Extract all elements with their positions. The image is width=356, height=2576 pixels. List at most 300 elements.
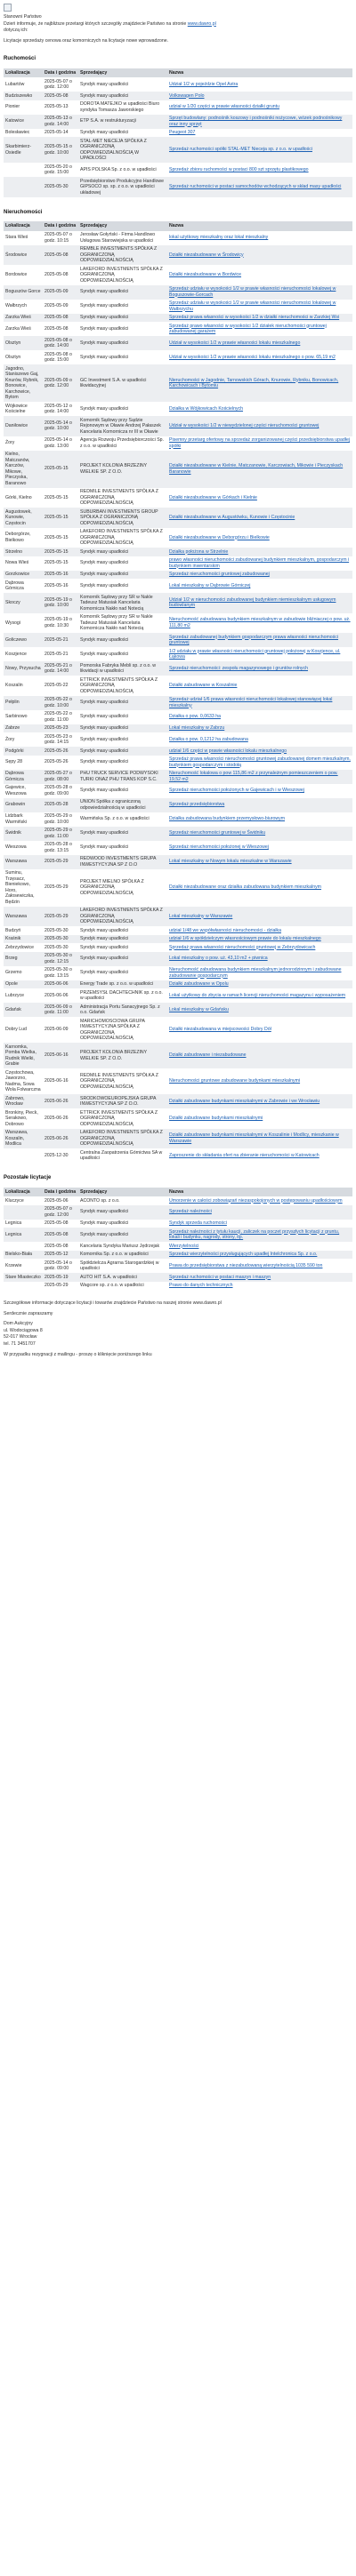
seller-cell: Syndyk masy upadłości bbox=[78, 732, 167, 747]
seller-cell: Syndyk masy upadłości bbox=[78, 724, 167, 733]
table-row bbox=[4, 300, 352, 314]
seller-cell: Syndyk masy upadłości bbox=[78, 647, 167, 661]
date-cell: 2025-05-21 bbox=[43, 647, 78, 661]
date-cell: 2025-06-09 bbox=[43, 1017, 78, 1043]
auction-link[interactable]: Sprzedaż nieruchomości gruntowej zabudowanej bbox=[167, 571, 352, 580]
date-cell: 2025-05-29 o godz. 11:00 bbox=[43, 827, 78, 841]
auction-link[interactable]: Działki niezabudowane w Górkach i Kielnie bbox=[167, 488, 352, 508]
auction-link[interactable]: udział 1/48 we współwłasności nieruchomości - działka bbox=[167, 926, 352, 935]
footer bbox=[4, 1300, 352, 1358]
location-cell bbox=[4, 177, 43, 197]
date-cell: 2025-06-16 bbox=[43, 1043, 78, 1068]
auction-link[interactable]: Działka położona w Strzelnie bbox=[167, 548, 352, 556]
seller-cell: STAL-MET NIECEJA SPÓŁKA Z OGRANICZONĄ ODPOWIEDZIALNOŚCIĄ W UPADŁOŚCI bbox=[78, 137, 167, 163]
date-cell: 2025-05-20 o godz. 15:00 bbox=[43, 163, 78, 177]
table-row bbox=[4, 528, 352, 548]
seller-cell: Syndyk masy upadłości bbox=[78, 1205, 167, 1220]
table-row bbox=[4, 593, 352, 613]
date-cell: 2025-06-06 bbox=[43, 988, 78, 1003]
address-line: tel. 71 3451707 bbox=[4, 1340, 36, 1347]
table-row bbox=[4, 633, 352, 647]
location-cell: Podgórki bbox=[4, 747, 43, 756]
address-line: Dom Aukcyjny bbox=[4, 1321, 33, 1326]
table-row bbox=[4, 1220, 352, 1228]
seller-cell: ACONTO sp. z o.o. bbox=[78, 1196, 167, 1205]
table-row bbox=[4, 1108, 352, 1129]
auction-link[interactable]: Prawo do danych technicznych bbox=[167, 1282, 352, 1291]
date-cell: 2025-05-14 bbox=[43, 129, 78, 138]
auction-link[interactable]: Lokal mieszkalny w Nowym lokalu mieszkalne w Warszawie bbox=[167, 855, 352, 869]
auction-link[interactable]: Nieruchomości gruntowe zabudowane budynkami mieszkalnymi bbox=[167, 1068, 352, 1094]
auction-link[interactable]: Sprzedaż należności bbox=[167, 1205, 352, 1220]
table-row bbox=[4, 747, 352, 756]
table-row bbox=[4, 676, 352, 696]
location-cell: Goliczewo bbox=[4, 633, 43, 647]
date-cell: 2025-05-29 bbox=[43, 907, 78, 927]
table-row bbox=[4, 265, 352, 285]
location-cell: Wałbrzych bbox=[4, 300, 43, 314]
auction-link[interactable]: Udział 1/2 w nieruchomości zabudowanej budynkiem niemieszkalnym usługowym budowlanym bbox=[167, 593, 352, 613]
table-row bbox=[4, 1043, 352, 1068]
column-header: Lokalizacja bbox=[4, 68, 43, 78]
location-cell: Pełplin bbox=[4, 696, 43, 710]
auction-link[interactable]: Sprzedaż nieruchomości położonych w Gajewicach i w Wieszowej bbox=[167, 784, 352, 798]
auction-link[interactable]: Sprzedaż udział 1/6 prawa własności nieruchomości lokalowej stanowiącej lokal mieszkalny bbox=[167, 696, 352, 710]
auction-link[interactable]: Lokal mieszkalny w Gdańsku bbox=[167, 1003, 352, 1017]
seller-cell: Syndyk masy upadłości bbox=[78, 556, 167, 571]
auction-link[interactable]: prawo własności nieruchomości zabudowanej budynkiem mieszkalnym, gospodarczym i budynkiem inwentarskim bbox=[167, 556, 352, 571]
auction-link[interactable]: lokal użytkowy mieszkalny oraz lokal mieszkalny bbox=[167, 231, 352, 245]
table-row bbox=[4, 696, 352, 710]
auction-link[interactable]: Działka w Wójkowicach Kościelnych bbox=[167, 402, 352, 416]
date-cell: 2025-05-19 o godz. 10:00 bbox=[43, 593, 78, 613]
table-row bbox=[4, 364, 352, 402]
date-cell: 2025-05-28 o godz. 13:15 bbox=[43, 841, 78, 855]
auction-link[interactable]: Działka o pow. 0,0633 ha bbox=[167, 710, 352, 724]
table-row bbox=[4, 1148, 352, 1163]
auction-link[interactable]: Sprzedaż ruchomości w postaci maszyn i maszyn bbox=[167, 1273, 352, 1282]
seller-cell: PROJEKT KOLONIA BRZEZINY WIELKIE SP. Z O.O. bbox=[78, 1043, 167, 1068]
table-row bbox=[4, 571, 352, 580]
location-cell: Stara Wieś bbox=[4, 231, 43, 245]
location-cell: Środowice bbox=[4, 245, 43, 266]
column-header: Nazwa bbox=[167, 68, 352, 78]
auction-link[interactable]: Działki zabudowane budynkami mieszkalnymi bbox=[167, 1108, 352, 1129]
auction-link[interactable]: udział 1/6 części w prawie własności lokalu mieszkalnego bbox=[167, 747, 352, 756]
table-row bbox=[4, 436, 352, 451]
table-row bbox=[4, 980, 352, 989]
auction-link[interactable]: Umorzenie w całości zobowiązań niezaspokojonych w postępowaniu upadłościowym bbox=[167, 1196, 352, 1205]
table-row bbox=[4, 245, 352, 266]
seller-cell: ETTRICK INVESTMENTS SPÓŁKA Z OGRANICZONĄ ODPOWIEDZIALNOŚCIĄ bbox=[78, 676, 167, 696]
auction-link[interactable]: Volkswagen Polo bbox=[167, 92, 352, 100]
seller-cell: LAKEFORD INVESTMENTS SPÓŁKA Z OGRANICZONĄ ODPOWIEDZIALNOŚCIĄ bbox=[78, 907, 167, 927]
location-cell: Warszawa bbox=[4, 907, 43, 927]
table-row bbox=[4, 1282, 352, 1291]
auction-table bbox=[4, 1188, 352, 1291]
seller-cell: Syndyk masy upadłości bbox=[78, 322, 167, 336]
location-cell: Zebrzydowice bbox=[4, 943, 43, 952]
seller-cell: Komornik Sądowy przy Sądzie Rejonowym w Oławie Andrzej Pałaszek Kancelaria Komornicza nr III w Oławie bbox=[78, 416, 167, 436]
table-row bbox=[4, 451, 352, 488]
seller-cell: Syndyk masy upadłości bbox=[78, 314, 167, 323]
unsubscribe-text: W przypadku rezygnacji z mailingu - proszę o kliknięcie poniższego linku bbox=[4, 1352, 152, 1357]
column-header: Nazwa bbox=[167, 1188, 352, 1197]
date-cell: 2025-05-30 bbox=[43, 177, 78, 197]
date-cell: 2025-05-14 o godz. 13:00 bbox=[43, 436, 78, 451]
auction-link[interactable]: Działki zabudowane i niezabudowane bbox=[167, 1043, 352, 1068]
table-row bbox=[4, 1273, 352, 1282]
auction-link[interactable]: Sprzedaż wierzytelności przysługujących upadłej Intelchronica Sp. z o.o. bbox=[167, 1251, 352, 1260]
seller-cell: Syndyk masy upadłości bbox=[78, 926, 167, 935]
date-cell: 2025-05-28 bbox=[43, 798, 78, 812]
seller-cell: Jerosław Gołyński - Firma Handlowo Usługowa Starowiejska w upadłości bbox=[78, 231, 167, 245]
auction-link[interactable]: Działki niezabudowane oraz działka zabudowana budynkiem mieszkalnym bbox=[167, 869, 352, 907]
table-row bbox=[4, 137, 352, 163]
location-cell: Bielsko-Biała bbox=[4, 1251, 43, 1260]
table-row bbox=[4, 416, 352, 436]
date-cell: 2025-05-12 bbox=[43, 1251, 78, 1260]
table-row bbox=[4, 841, 352, 855]
auction-link[interactable]: Działki niezabudowane w Bordwice bbox=[167, 265, 352, 285]
seller-cell: Syndyk masy upadłości bbox=[78, 827, 167, 841]
table-row bbox=[4, 1129, 352, 1149]
date-cell: 2025-05-08 bbox=[43, 322, 78, 336]
column-header: Sprzedający bbox=[78, 1188, 167, 1197]
auction-link[interactable]: Wierzytelności bbox=[167, 1242, 352, 1251]
logo-icon bbox=[4, 4, 12, 12]
location-cell: Sępy 28 bbox=[4, 756, 43, 770]
auction-link[interactable]: Sprzedaż przedsiębiorstwa bbox=[167, 798, 352, 812]
address-line: 52-017 Wrocław bbox=[4, 1334, 37, 1340]
auction-link[interactable]: Sprzedaż nieruchomości gruntowej w Świdniku bbox=[167, 827, 352, 841]
column-header: Data i godzina bbox=[43, 1188, 78, 1197]
auction-link[interactable]: Lokal użytkowy do zbycia w ramach licencji nieruchomości magazynu i wyposażeniem bbox=[167, 988, 352, 1003]
auction-link[interactable]: Działki zabudowane budynkami mieszkalnymi w Zabrowie i we Wrocławiu bbox=[167, 1094, 352, 1108]
location-cell bbox=[4, 163, 43, 177]
location-cell: Grabowin bbox=[4, 798, 43, 812]
seller-cell: LAKEFORD INVESTMENTS SPÓŁKA Z OGRANICZONĄ ODPOWIEDZIALNOŚCIĄ bbox=[78, 1129, 167, 1149]
auction-link[interactable]: Lokal mieszkalny w Zabrzu bbox=[167, 724, 352, 733]
auction-link[interactable]: Lokal mieszkalny o pow. uż. 43,10 m2 + piwnica bbox=[167, 952, 352, 966]
column-header: Nazwa bbox=[167, 221, 352, 231]
auction-link[interactable]: Działki niezabudowane w Środowicy bbox=[167, 245, 352, 266]
date-cell: 2025-05-08 bbox=[43, 245, 78, 266]
date-cell: 2025-06-26 bbox=[43, 1129, 78, 1149]
auction-link[interactable]: Sprzedaż prawa własności nieruchomości gruntowej zabudowanej domem mieszkalnym, budynkiem gospodarczym i stodołą bbox=[167, 756, 352, 770]
seller-cell: Energy Trade sp. z o.o. w upadłości bbox=[78, 980, 167, 989]
seller-cell: Pomorska Fabryka Mebli sp. z o.o. w likwidacji w upadłości bbox=[78, 661, 167, 676]
date-cell: 2025-05-12 o godz. 14:00 bbox=[43, 402, 78, 416]
auction-link[interactable]: Udział w wysokości 1/2 w prawie własności lokalu mieszkalnego o pow. 65,19 m2 bbox=[167, 350, 352, 364]
location-cell bbox=[4, 1282, 43, 1291]
date-cell: 2025-05-08 o godz. 15:00 bbox=[43, 350, 78, 364]
auction-link[interactable]: Działka zabudowana budynkiem przemysłowo-biurowym bbox=[167, 812, 352, 827]
seller-cell: Komornik Sądowy przy SR w Nakle Tadeusz Matusiak Kancelaria Komornicza Nakło nad Notecią bbox=[78, 613, 167, 634]
date-cell: 2025-05-29 bbox=[43, 855, 78, 869]
location-cell: Skarbimierz-Osiedle bbox=[4, 137, 43, 163]
auction-link[interactable]: Sprzedaż nieruchomości położonej w Wieszowej bbox=[167, 841, 352, 855]
date-cell: 2025-05-14 o godz. 10:00 bbox=[43, 416, 78, 436]
date-cell: 2025-05-26 bbox=[43, 756, 78, 770]
location-cell: Olsztyn bbox=[4, 350, 43, 364]
location-cell: Skoczy bbox=[4, 593, 43, 613]
footer-invite: Serdecznie zapraszamy bbox=[4, 1310, 53, 1316]
seller-cell: Centralna Zaopatrzenia Górnictwa SA w upadłości bbox=[78, 1148, 167, 1163]
table-header-row bbox=[4, 68, 352, 78]
intro-line bbox=[4, 21, 352, 28]
seller-cell: AUTO HIT S.A. w upadłości bbox=[78, 1273, 167, 1282]
seller-cell: UNION Spółka z ograniczoną odpowiedzialnością w upadłości bbox=[78, 798, 167, 812]
table-row bbox=[4, 350, 352, 364]
auction-link[interactable]: Sprzedaż prawa własności nieruchomości gruntowej w Zebrzydowicach bbox=[167, 943, 352, 952]
table-row bbox=[4, 784, 352, 798]
auction-link[interactable]: Zaproszenie do składania ofert na zbieranie nieruchomości w Katowicach bbox=[167, 1148, 352, 1163]
location-cell: Zarzka Wieś bbox=[4, 322, 43, 336]
auction-link[interactable]: 1/2 udziału w prawie własności nieruchomości gruntowej położonej w Koszjence, ul. Łąkowa bbox=[167, 647, 352, 661]
auction-link[interactable]: Peugeot 307 bbox=[167, 129, 352, 138]
table-row bbox=[4, 613, 352, 634]
seller-cell: Komornika Sp. z o.o. w upadłości bbox=[78, 1251, 167, 1260]
auction-link[interactable]: Sprzedaż zbioru ruchomości w postaci 800 szt sprzętu plastikowego bbox=[167, 163, 352, 177]
table-row bbox=[4, 77, 352, 92]
auction-link[interactable]: Nieruchomość zabudowana budynkiem mieszkalnym jednorodzinnym i zabudowane zabudowanie gospodarczym bbox=[167, 966, 352, 980]
location-cell: Strzelno bbox=[4, 548, 43, 556]
auction-link[interactable]: Lokal mieszkalny w Warszawie bbox=[167, 907, 352, 927]
auction-link[interactable]: Działki niezabudowane w Deborgórzu i Bielkowie bbox=[167, 528, 352, 548]
date-cell: 2025-06-09 o godz. 11:00 bbox=[43, 1003, 78, 1017]
location-cell: Kluczyce bbox=[4, 1196, 43, 1205]
seller-cell: REDWOOD INVESTMENTS GRUPA INWESTYCYJNA SP Z O.O bbox=[78, 855, 167, 869]
date-cell: 2025-05-15 bbox=[43, 488, 78, 508]
location-cell bbox=[4, 1148, 43, 1163]
footer-info: Szczegółowe informacje dotyczące licytacji i towarów znajdziecie Państwo na naszej stronie www.dawro.pl bbox=[4, 1300, 222, 1306]
table-row bbox=[4, 285, 352, 300]
location-cell: Daniłowice bbox=[4, 416, 43, 436]
seller-cell: Syndyk masy upadłości bbox=[78, 935, 167, 944]
location-cell: Sarbinowo bbox=[4, 710, 43, 724]
seller-cell: GC Investment S.A. w upadłości likwidacyjnej bbox=[78, 364, 167, 402]
auction-link[interactable]: Udział 1/2 w pojeździe Opel Astra bbox=[167, 77, 352, 92]
table-row bbox=[4, 661, 352, 676]
seller-cell: REDMILE INVESTMENTS SPÓŁKA Z OGRANICZONĄ ODPOWIEDZIALNOŚCIĄ bbox=[78, 1068, 167, 1094]
table-row bbox=[4, 1196, 352, 1205]
location-cell: Legnica bbox=[4, 1220, 43, 1228]
table-row bbox=[4, 92, 352, 100]
seller-cell: SUBURBAN INVESTMENTS GROUP SPÓŁKA Z OGRANICZONĄ ODPOWIEDZIALNOŚCIĄ bbox=[78, 508, 167, 528]
date-cell: 2025-05-09 o godz. 12:00 bbox=[43, 364, 78, 402]
seller-cell: Syndyk masy upadłości bbox=[78, 943, 167, 952]
date-cell: 2025-05-08 bbox=[43, 1228, 78, 1242]
date-cell: 2025-05-07 o godz. 10:15 bbox=[43, 231, 78, 245]
seller-cell: Syndyk masy upadłości bbox=[78, 756, 167, 770]
date-cell: 2025-05-16 bbox=[43, 579, 78, 593]
location-cell: Świdnik bbox=[4, 827, 43, 841]
location-cell: Legnica bbox=[4, 1228, 43, 1242]
location-cell: Kraśnik bbox=[4, 935, 43, 944]
seller-cell: Komornik Sądowy przy SR w Nakle Tadeusz Matusiak Kancelaria Komornicza Nakło nad Notecią bbox=[78, 593, 167, 613]
seller-cell: Syndyk masy upadłości bbox=[78, 1228, 167, 1242]
table-row bbox=[4, 966, 352, 980]
seller-cell: Syndyk masy upadłości bbox=[78, 784, 167, 798]
address-line: ul. Wodociągowa 8 bbox=[4, 1327, 43, 1333]
seller-cell: Agencja Rozwoju Przedsiębiorczości Sp. z o.o. w upadłości bbox=[78, 436, 167, 451]
seller-cell: Wagcore sp. z o.o. w upadłości bbox=[78, 1282, 167, 1291]
location-cell: Koszjence bbox=[4, 647, 43, 661]
location-cell: Pionier bbox=[4, 100, 43, 115]
auction-link[interactable]: Działki zabudowane w Koszalinie bbox=[167, 676, 352, 696]
location-cell: Stare Miasteczko bbox=[4, 1273, 43, 1282]
location-cell: Lidzbark Warmiński bbox=[4, 812, 43, 827]
location-cell: Wójkowice Kościelne bbox=[4, 402, 43, 416]
seller-cell: Syndyk masy upadłości bbox=[78, 579, 167, 593]
table-row bbox=[4, 952, 352, 966]
auction-link[interactable]: Działki niezabudowane w Kielnie, Matczanowie, Karczowiach, Mikowie i Pieczyskach Baranowie bbox=[167, 451, 352, 488]
auction-link[interactable]: Udział w wysokości 1/2 w niewydzielonej części nieruchomości gruntowej bbox=[167, 416, 352, 436]
date-cell: 2025-05-15 bbox=[43, 556, 78, 571]
date-cell: 2025-05-22 o godz. 10:00 bbox=[43, 696, 78, 710]
table-row bbox=[4, 314, 352, 323]
seller-cell: PRZEMSYSŁ DACHTECHNIK sp. z o.o. w upadłości bbox=[78, 988, 167, 1003]
date-cell: 2025-06-16 bbox=[43, 1068, 78, 1094]
location-cell: Gdańsk bbox=[4, 1003, 43, 1017]
date-cell: 2025-12-30 bbox=[43, 1148, 78, 1163]
seller-cell: Syndyk masy upadłości bbox=[78, 696, 167, 710]
date-cell: 2025-05-15 bbox=[43, 528, 78, 548]
location-cell: Deborgórze, Bielkowo bbox=[4, 528, 43, 548]
auction-link[interactable]: Sprzęt budowlany: podnośnik koszowy i podnośniki nożycowe, wózek podnośnikowy oraz inny sprzęt bbox=[167, 115, 352, 129]
date-cell: 2025-05-22 bbox=[43, 676, 78, 696]
location-cell: Opole bbox=[4, 980, 43, 989]
location-cell: Dobry Lud bbox=[4, 1017, 43, 1043]
seller-cell: Syndyk masy upadłości bbox=[78, 92, 167, 100]
seller-cell: Syndyk masy upadłości bbox=[78, 300, 167, 314]
location-cell: Warszawa, Koszalin, Modlica bbox=[4, 1129, 43, 1149]
auction-link[interactable]: Sprzedaż udziału w wysokości 1/2 w prawie własności nieruchomości lokalowej w Boguszowie-Gorcach bbox=[167, 285, 352, 300]
seller-cell: Syndyk masy upadłości bbox=[78, 633, 167, 647]
date-cell: 2025-05-08 bbox=[43, 314, 78, 323]
date-cell: 2025-05-27 o godz. 08:00 bbox=[43, 770, 78, 784]
table-row bbox=[4, 1094, 352, 1108]
table-row bbox=[4, 163, 352, 177]
auction-link[interactable]: Sprzedaż zabudowanej budynkiem gospodarczym prawa własności nieruchomości gruntowej bbox=[167, 633, 352, 647]
date-cell: 2025-05-07 o godz. 12:00 bbox=[43, 1205, 78, 1220]
auction-link[interactable]: udział w 1/20 części w prawie własności działki gruntu bbox=[167, 100, 352, 115]
date-cell: 2025-05-13 o godz. 14:00 bbox=[43, 115, 78, 129]
date-cell: 2025-05-29 bbox=[43, 1282, 78, 1291]
seller-cell: Syndyk masy upadłości bbox=[78, 710, 167, 724]
date-cell: 2025-05-09 bbox=[43, 285, 78, 300]
table-row bbox=[4, 100, 352, 115]
location-cell: Górki, Kielno bbox=[4, 488, 43, 508]
auction-link[interactable]: Nieruchomość lokalowa o pow 115,86 m2 z przynależnym pomieszczeniem o pow. 19,52 m2 bbox=[167, 770, 352, 784]
location-cell: Gajewice, Wieszowa bbox=[4, 784, 43, 798]
seller-cell: REMBLE INVESTMENTS SPÓŁKA Z OGRANICZONĄ ODPOWIEDZIALNOŚCIĄ bbox=[78, 245, 167, 266]
auction-link[interactable]: Sprzedaż udziału w wysokości 1/2 w prawie własności nieruchomości lokalowej w Wałbrzychu bbox=[167, 300, 352, 314]
location-cell: Zarzka Wieś bbox=[4, 314, 43, 323]
auction-link[interactable]: Udział w wysokości 1/2 w prawie własności lokalu mieszkalnego bbox=[167, 336, 352, 350]
location-cell: Żory bbox=[4, 732, 43, 747]
auction-link[interactable]: Działki niezabudowane w Augustówku, Kunowie i Częstocinie bbox=[167, 508, 352, 528]
table-header-row bbox=[4, 1188, 352, 1197]
greeting: Stanowni Państwo bbox=[4, 14, 42, 20]
auction-link[interactable]: Sprzedaż prawa własności w wysokości 1/2 w działki nieruchomości w Zarzkiej Wsi bbox=[167, 314, 352, 323]
auction-link[interactable]: udział 1/6 w spółdzielczym własnościowym prawie do lokalu mieszkalnego bbox=[167, 935, 352, 944]
table-row bbox=[4, 1003, 352, 1017]
location-cell: Lubartów bbox=[4, 77, 43, 92]
auction-link[interactable]: Sprzedaż ruchomości spółki STAL-MET Nieceja sp. z o.o. w upadłości bbox=[167, 137, 352, 163]
date-cell: 2025-05-26 bbox=[43, 747, 78, 756]
table-row bbox=[4, 129, 352, 138]
table-row bbox=[4, 177, 352, 197]
date-cell: 2025-05-19 o godz. 10:30 bbox=[43, 613, 78, 634]
auction-link[interactable]: Nieruchomości w Jagodnie, Tarnowskich Górach, Knurowie, Rybniku, Bonowicach, Karchowicach i Bytomiu bbox=[167, 364, 352, 402]
table-row bbox=[4, 1068, 352, 1094]
table-row bbox=[4, 855, 352, 869]
date-cell: 2025-05-30 bbox=[43, 935, 78, 944]
location-cell: Katowice bbox=[4, 115, 43, 129]
auction-link[interactable]: Działki zabudowane w Opolu bbox=[167, 980, 352, 989]
table-row bbox=[4, 770, 352, 784]
auction-link[interactable]: Syndyk sprzeda ruchomości bbox=[167, 1220, 352, 1228]
date-cell: 2025-05-30 o godz. 12:15 bbox=[43, 952, 78, 966]
date-cell: 2025-05-21 o godz. 14:00 bbox=[43, 661, 78, 676]
seller-cell: Przedsiębiorstwo Produkcyjno Handlowe GIPSOCO sp. sp. z o.o. w upadłości układowej bbox=[78, 177, 167, 197]
auction-link[interactable]: Prawa do przedsiębiorstwa z niezabudowaną wierzytelnością 1035 590 ton bbox=[167, 1259, 352, 1273]
date-cell: 2025-06-06 bbox=[43, 980, 78, 989]
table-row bbox=[4, 710, 352, 724]
location-cell: Dąbrowa Górnicza bbox=[4, 579, 43, 593]
address-block bbox=[4, 1321, 352, 1347]
column-header: Lokalizacja bbox=[4, 221, 43, 231]
table-row bbox=[4, 336, 352, 350]
location-cell: Budzyń bbox=[4, 926, 43, 935]
table-row bbox=[4, 488, 352, 508]
auction-link[interactable]: Działka o pow. 0,1212 ha zabudowana bbox=[167, 732, 352, 747]
location-cell: Suminu, Trzęsacz, Bieniekowo, Horo, Załosewiczka, Będzin bbox=[4, 869, 43, 907]
auction-link[interactable]: Sprzedaż prawo własności w wysokości 1/2 działek nieruchomości gruntowej zabudowanej garażem bbox=[167, 322, 352, 336]
seller-cell: ETTRICK INVESTMENTS SPÓŁKA Z OGRANICZONĄ ODPOWIEDZIALNOŚCIĄ bbox=[78, 1108, 167, 1129]
auction-link[interactable]: Nieruchomość zabudowana budynkiem mieszkalnym w zabudowie bliźniaczej o pow. uż. 111,80 m2 bbox=[167, 613, 352, 634]
seller-cell: Administracja Portu Sanacyjnego Sp. z o.o. Gdańsk bbox=[78, 1003, 167, 1017]
table-row bbox=[4, 647, 352, 661]
date-cell: 2025-05-06 bbox=[43, 1196, 78, 1205]
auction-link[interactable]: Sprzedaż ruchomości w postaci samochodów wchodzących w skład masy upadłości bbox=[167, 177, 352, 197]
seller-cell: Syndyk masy upadłości bbox=[78, 350, 167, 364]
table-row bbox=[4, 812, 352, 827]
date-cell: 2025-05-21 bbox=[43, 633, 78, 647]
location-cell: Bordowice bbox=[4, 265, 43, 285]
seller-cell: ETP S.A. w restrukturyzacji bbox=[78, 115, 167, 129]
auction-link[interactable]: Sprzedaż nieruchomości: zespołu magazynowego i gruntów rolnych bbox=[167, 661, 352, 676]
website-link[interactable]: www.dawro.pl bbox=[187, 20, 216, 27]
seller-cell: LAKEFORD INVESTMENTS SPÓŁKA Z OGRANICZONĄ ODPOWIEDZIALNOŚCIĄ bbox=[78, 528, 167, 548]
auction-link[interactable]: Lokal mieszkalny w Dąbrowie Górniczej bbox=[167, 579, 352, 593]
table-row bbox=[4, 756, 352, 770]
auction-link[interactable]: Działki niezabudowana w miejscowości Dobry Dół bbox=[167, 1017, 352, 1043]
location-cell: Budziszewko bbox=[4, 92, 43, 100]
table-row bbox=[4, 556, 352, 571]
intro-text: Licytacje sprzedaży cenowa oraz komorniczych na licytacje nowe wprowadzone. bbox=[4, 37, 169, 44]
seller-cell: Syndyk masy upadłości bbox=[78, 402, 167, 416]
table-row bbox=[4, 548, 352, 556]
seller-cell: Syndyk masy upadłości bbox=[78, 952, 167, 966]
auction-link[interactable]: Sprzedaż należności z tytułu kaucji, zaliczek na poczet przyszłych licytacji z gruntu, lokali i budynku, nagrody, strony, itp. bbox=[167, 1228, 352, 1242]
location-cell: Krzewie bbox=[4, 1259, 43, 1273]
auction-link[interactable]: Działki zabudowane budynkami mieszkalnymi w Koszalinie i Modlicy, mieszkanie w Warszawie bbox=[167, 1129, 352, 1149]
location-cell: Bronkiny, Pieck, Serakowo, Dobrowo bbox=[4, 1108, 43, 1129]
auction-link[interactable]: Pisemny przetarg ofertowy na sprzedaż zorganizowanej części przedsiębiorstwa upadłej spółki bbox=[167, 436, 352, 451]
